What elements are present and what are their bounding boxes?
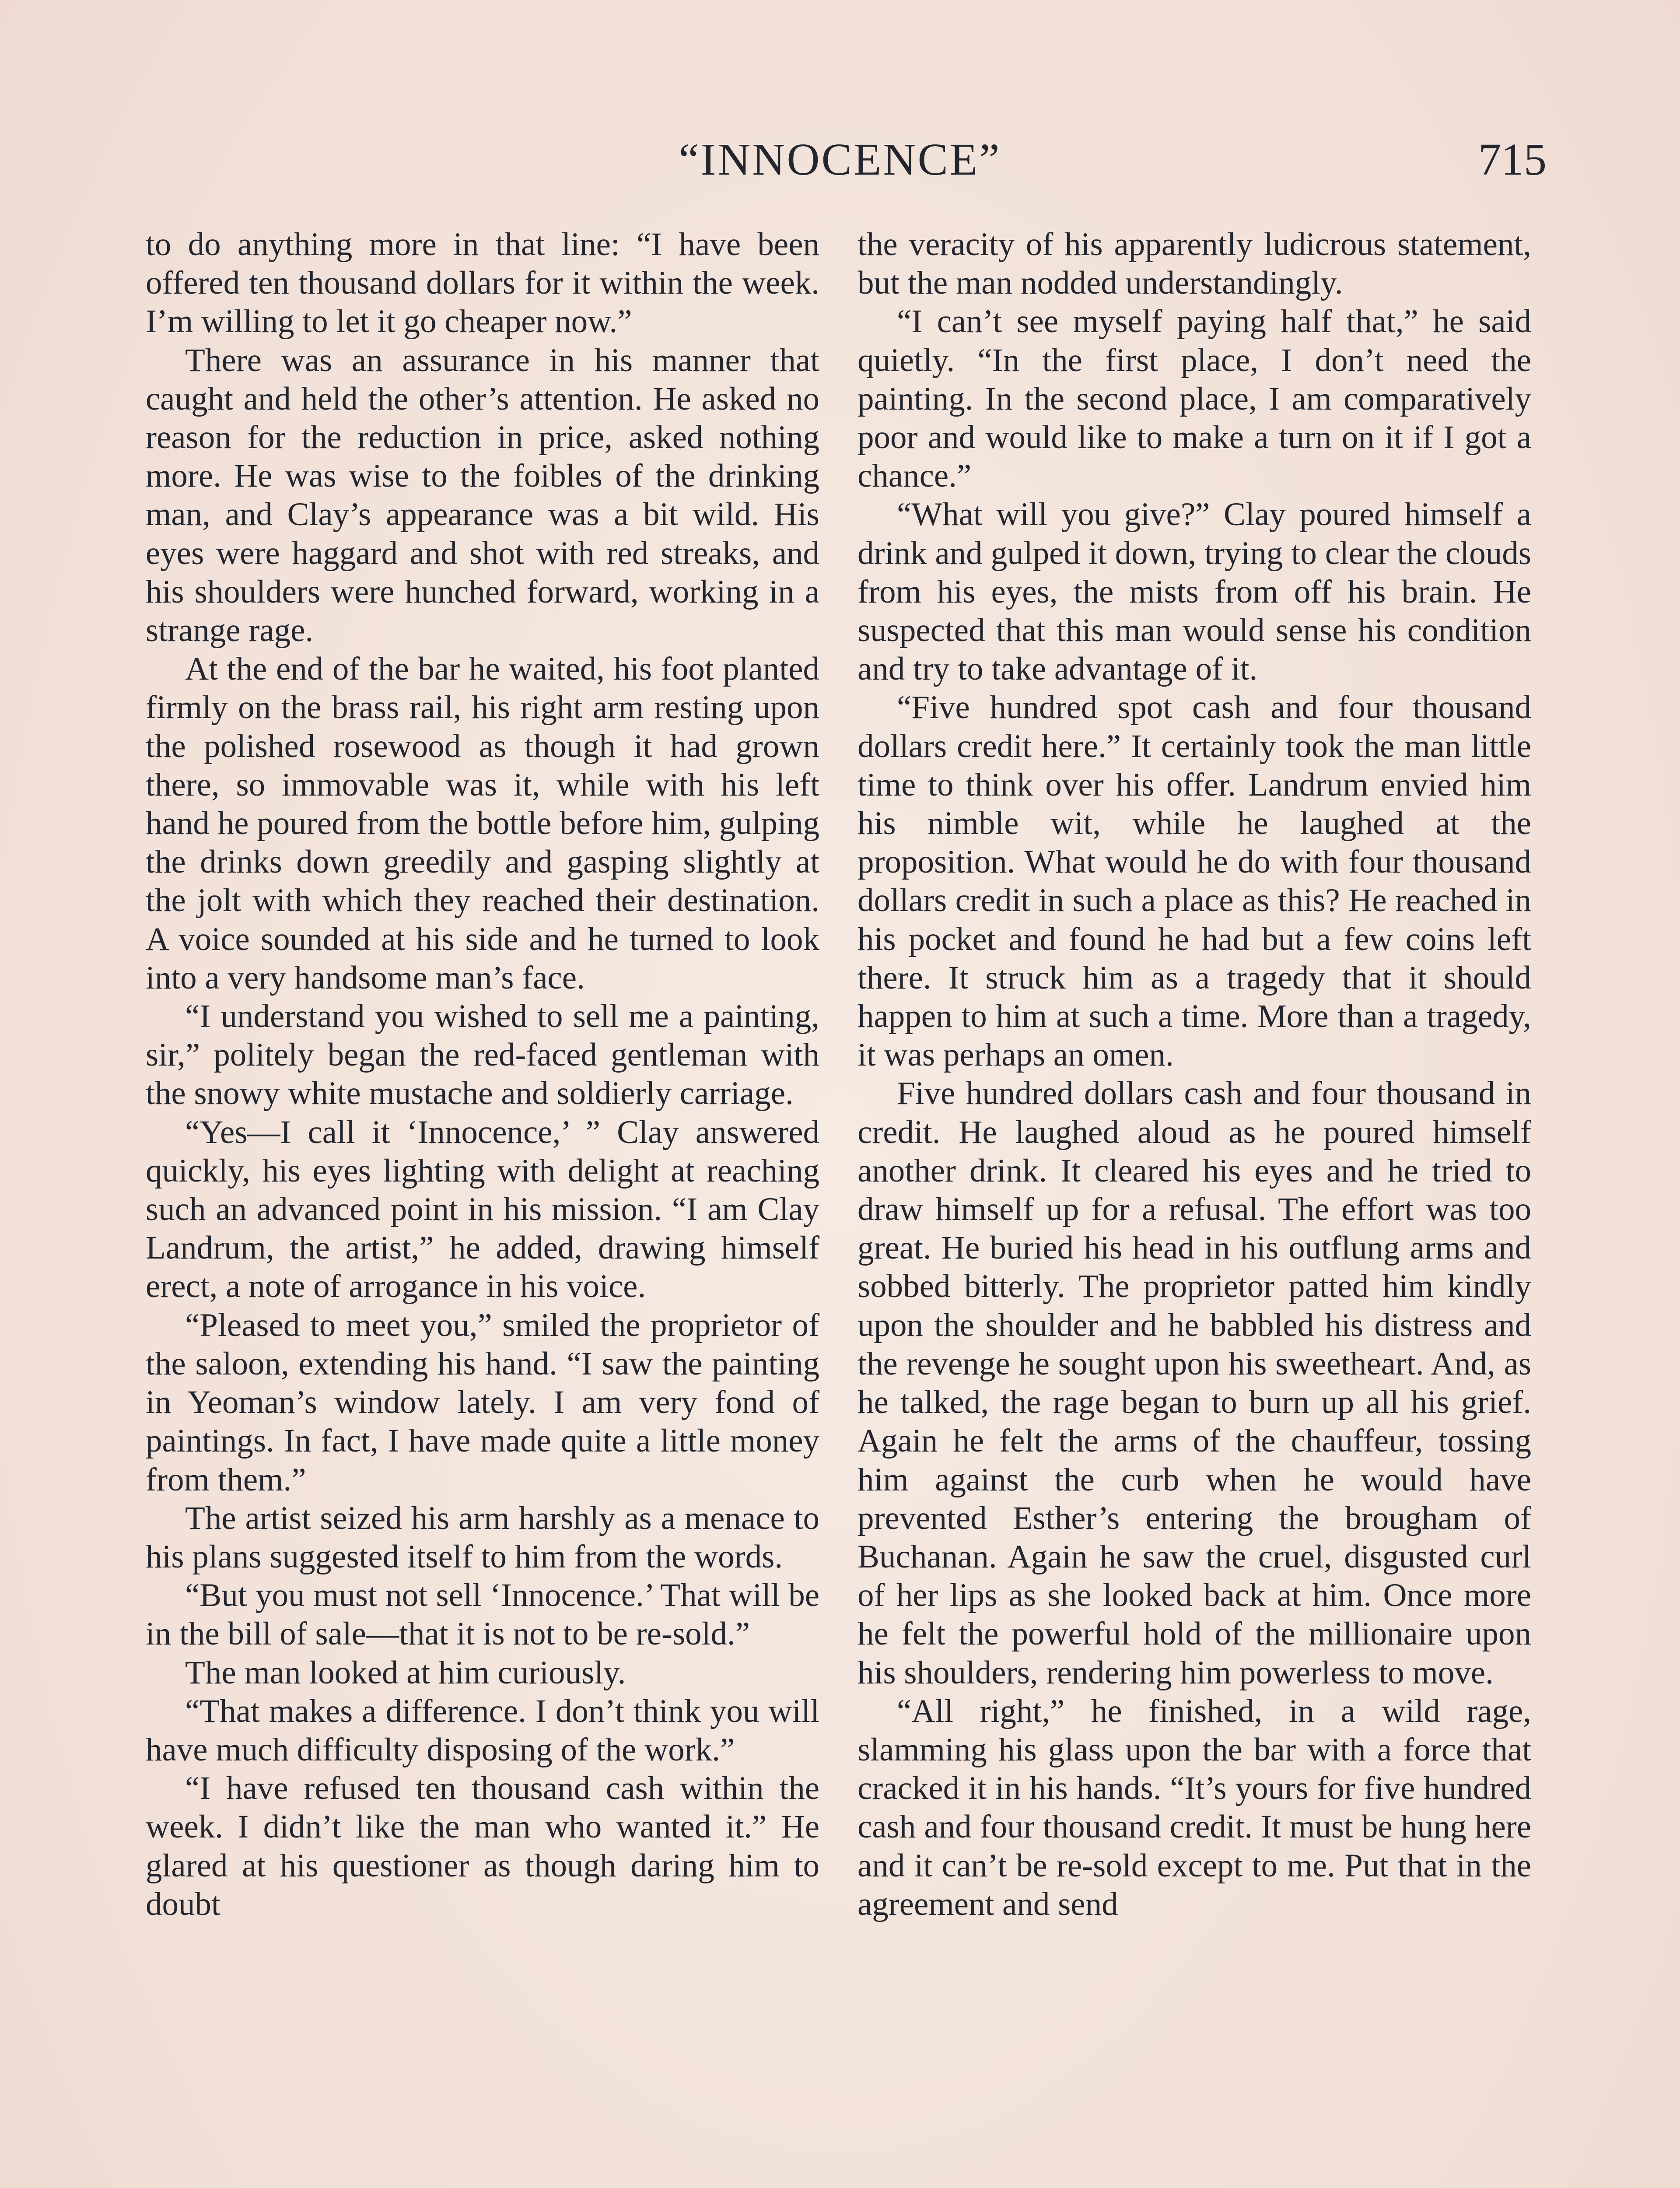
paragraph: “I have refused ten thousand cash within the week. I didn’t like the man who wanted it.” He glared at his questioner as though daring him to doubt [146,1770,819,1922]
paragraph: There was an assurance in his manner that caught and held the other’s attention. He asked no reason for the reduction in price, asked nothing more. He was wise to the foibles of the drinking man, and Clay’s appearance was a bit wild. His eyes were haggard and shot with red streaks, and his shoulders were hunched forward, working in a strange rage. [146,342,819,649]
paragraph: “Five hundred spot cash and four thousand dollars credit here.” It certainly took the man little time to think over his offer. Landrum envied him his nimble wit, while he laughed at the proposition. What would he do with four thousand dollars credit in such a place as this? He reached in his pocket and found he had but a few coins left there. It struck him as a tragedy that it should happen to him at such a time. More than a tragedy, it was perhaps an omen. [858,689,1531,1073]
left-column [146,225,819,1924]
paragraph: “All right,” he finished, in a wild rage, slamming his glass upon the bar with a force that cracked it in his hands. “It’s yours for five hundred cash and four thousand credit. It must be hung here and it can’t be re-sold except to me. Put that in the agreement and send [858,1693,1531,1922]
paragraph: At the end of the bar he waited, his foot planted firmly on the brass rail, his right arm resting upon the polished rosewood as though it had grown there, so immovable was it, while with his left hand he poured from the bottle before him, gulping the drinks down greedily and gasping slightly at the jolt with which they reached their destination. A voice sounded at his side and he turned to look into a very handsome man’s face. [146,651,819,996]
paragraph: The artist seized his arm harshly as a menace to his plans suggested itself to him from the words. [146,1500,819,1575]
page-number: 715 [1478,134,1547,185]
paragraph: “What will you give?” Clay poured himself a drink and gulped it down, trying to clear the clouds from his eyes, the mists from off his brain. He suspected that this man would sense his condition and try to take advantage of it. [858,496,1531,687]
paragraph: “I can’t see myself paying half that,” he said quietly. “In the first place, I don’t need the painting. In the second place, I am comparatively poor and would like to make a turn on it if I got a chance.” [858,303,1531,494]
paragraph: “That makes a difference. I don’t think you will have much difficulty disposing of the work.” [146,1693,819,1768]
paragraph: the veracity of his apparently ludicrous statement, but the man nodded understandingly. [858,226,1531,302]
paragraph: “I understand you wished to sell me a painting, sir,” politely began the red-faced gentleman with the snowy white mustache and soldierly carriage. [146,998,819,1112]
running-title: “INNOCENCE” [679,134,1001,185]
paragraph: to do anything more in that line: “I have been offered ten thousand dollars for it within the week. I’m willing to let it go cheaper now.” [146,226,819,340]
paragraph: Five hundred dollars cash and four thousand in credit. He laughed aloud as he poured himself another drink. It cleared his eyes and he tried to draw himself up for a refusal. The effort was too great. He buried his head in his outflung arms and sobbed bitterly. The proprietor patted him kindly upon the shoulder and he babbled his distress and the revenge he sought upon his sweetheart. And, as he talked, the rage began to burn up all his grief. Again he felt the arms of the chauffeur, tossing him against the curb when he would have prevented Esther’s entering the brougham of Buchanan. Again he saw the cruel, disgusted curl of her lips as she looked back at him. Once more he felt the powerful hold of the millionaire upon his shoulders, rendering him powerless to move. [858,1075,1531,1691]
page-header [140,131,1547,188]
paragraph: “Yes—I call it ‘Innocence,’ ” Clay answered quickly, his eyes lighting with delight at reaching such an advanced point in his mission. “I am Clay Landrum, the artist,” he added, drawing himself erect, a note of arrogance in his voice. [146,1114,819,1305]
paragraph: The man looked at him curiously. [185,1654,626,1691]
paragraph: “Pleased to meet you,” smiled the proprietor of the saloon, extending his hand. “I saw the painting in Yeoman’s window lately. I am very fond of paintings. In fact, I have made quite a little money from them.” [146,1307,819,1498]
paragraph: “But you must not sell ‘Innocence.’ That will be in the bill of sale—that it is not to be re-sold.” [146,1577,819,1652]
right-column [858,225,1531,1924]
